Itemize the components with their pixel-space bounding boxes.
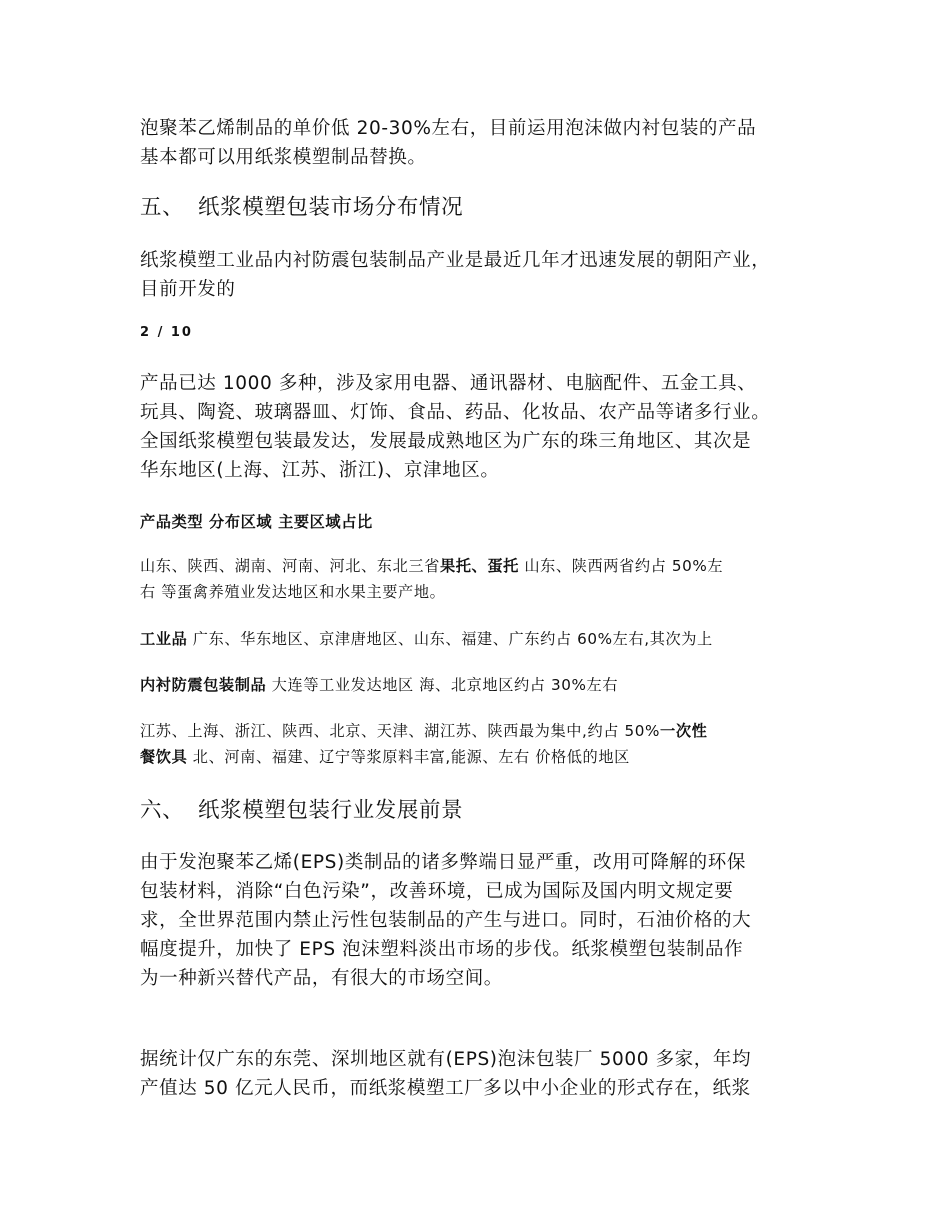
section-number: 五、 <box>140 195 185 220</box>
text-line: 泡聚苯乙烯制品的单价低 20-30%左右，目前运用泡沫做内衬包装的产品 <box>140 118 757 139</box>
text-line: 包装材料，消除“白色污染”，改善环境，已成为国际及国内明文规定要 <box>140 881 734 902</box>
region-text: 山东、陕西、湖南、河南、河北、东北三省 <box>140 557 440 575</box>
product-type: 餐饮具 <box>140 748 188 766</box>
table-row-shockproof-lining <box>140 672 820 698</box>
table-row-industrial <box>140 626 820 652</box>
text-line: 为一种新兴替代产品，有很大的市场空间。 <box>140 968 503 989</box>
section-heading-5 <box>140 193 463 223</box>
product-type: 内衬防震包装制品 <box>140 676 267 694</box>
text-line: 玩具、陶瓷、玻璃器皿、灯饰、食品、药品、化妆品、农产品等诸多行业。 <box>140 402 771 423</box>
text-line: 产品已达 1000 多种，涉及家用电器、通讯器材、电脑配件、五金工具、 <box>140 373 757 394</box>
region-text: 北、河南、福建、辽宁等浆原料丰富,能源、左右 价格低的地区 <box>187 748 630 766</box>
product-type: 工业品 <box>140 630 188 648</box>
text-line: 据统计仅广东的东莞、深圳地区就有(EPS)泡沫包装厂 5000 多家，年均 <box>140 1049 752 1070</box>
product-type: 一次性 <box>660 722 708 740</box>
table-row-disposable-tableware <box>140 718 820 770</box>
text-line: 由于发泡聚苯乙烯(EPS)类制品的诸多弊端日显严重，改用可降解的环保 <box>140 852 746 873</box>
product-type: 果托、蛋托 <box>439 557 519 575</box>
paragraph-market-stats <box>140 1045 840 1103</box>
paragraph-eps-issues <box>140 848 840 993</box>
section-number: 六、 <box>140 798 185 823</box>
text-line: 纸浆模塑工业品内衬防震包装制品产业是最近几年才迅速发展的朝阳产业， <box>140 250 771 271</box>
section-title: 纸浆模塑包装行业发展前景 <box>198 798 464 823</box>
text-line: 全国纸浆模塑包装最发达，发展最成熟地区为广东的珠三角地区、其次是 <box>140 431 752 452</box>
text-line: 基本都可以用纸浆模塑制品替换。 <box>140 147 427 168</box>
paragraph-product-range <box>140 369 840 485</box>
text-line: 产值达 50 亿元人民币，而纸浆模塑工厂多以中小企业的形式存在，纸浆 <box>140 1078 751 1099</box>
text-line: 目前开发的 <box>140 279 236 300</box>
text-line: 求，全世界范围内禁止污性包装制品的产生与进口。同时，石油价格的大 <box>140 910 752 931</box>
table-row-fruit-egg-trays <box>140 553 820 605</box>
paragraph-foam-comparison <box>140 114 840 172</box>
region-text: 广东、华东地区、京津唐地区、山东、福建、广东约占 60%左右,其次为上 <box>187 630 713 648</box>
text-line: 右 等蛋禽养殖业发达地区和水果主要产地。 <box>140 583 446 601</box>
paragraph-industry-intro <box>140 246 840 304</box>
region-text: 江苏、上海、浙江、陕西、北京、天津、湖江苏、陕西最为集中,约占 50% <box>140 722 661 740</box>
text-line: 幅度提升，加快了 EPS 泡沫塑料淡出市场的步伐。纸浆模塑包装制品作 <box>140 939 744 960</box>
region-text: 大连等工业发达地区 海、北京地区约占 30%左右 <box>266 676 619 694</box>
text-line: 华东地区(上海、江苏、浙江)、京津地区。 <box>140 460 500 481</box>
section-heading-6 <box>140 796 463 826</box>
table-header: 产品类型 分布区域 主要区域占比 <box>140 513 373 531</box>
share-text: 山东、陕西两省约占 50%左 <box>518 557 724 575</box>
section-title: 纸浆模塑包装市场分布情况 <box>198 195 464 220</box>
page-number: 2 / 10 <box>140 325 193 340</box>
